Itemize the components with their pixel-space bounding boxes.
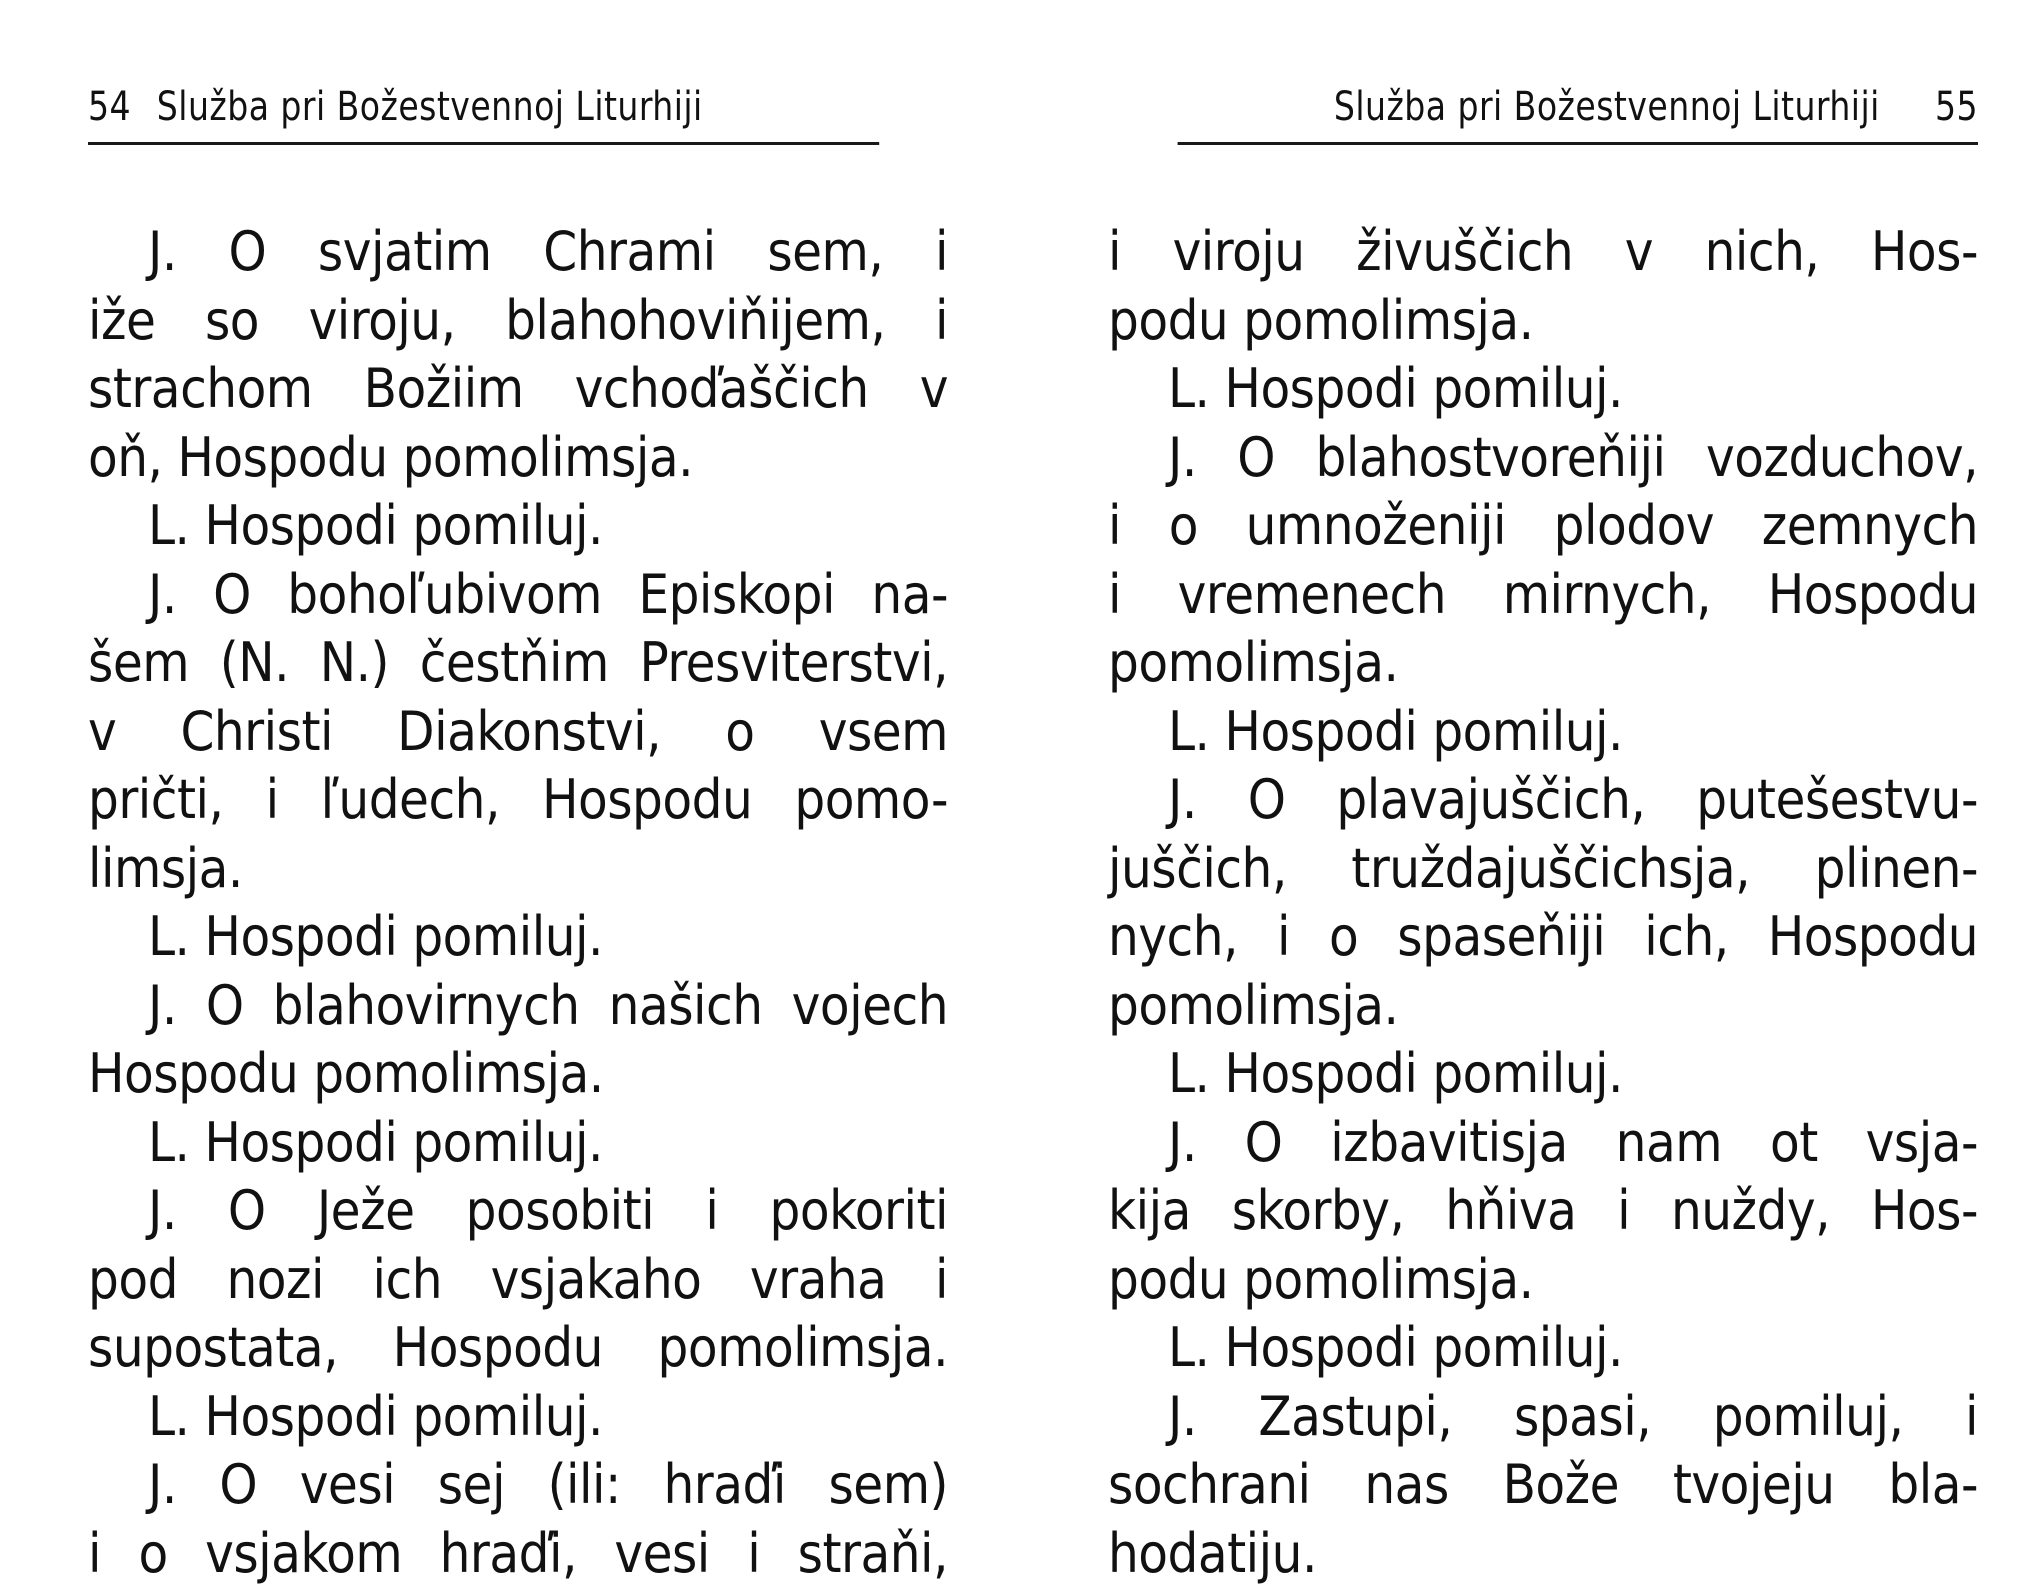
page-number: 55 <box>1935 72 1978 142</box>
text-line: L. Hospodi pomiluj. <box>1108 1314 1978 1383</box>
text-line: supostata, Hospodu pomolimsja. <box>88 1314 948 1383</box>
left-page-header <box>88 72 879 145</box>
text-line: kija skorby, hňiva i nuždy, Hos- <box>1108 1177 1978 1246</box>
text-line: pomolimsja. <box>1108 972 1978 1041</box>
text-line: juščich, truždajuščichsja, plinen- <box>1108 835 1978 904</box>
text-line: J. O blahostvoreňiji vozduchov, <box>1108 424 1978 493</box>
text-line: podu pomolimsja. <box>1108 287 1978 356</box>
left-page <box>88 0 948 1500</box>
text-line: L. Hospodi pomiluj. <box>88 1109 948 1178</box>
text-line: J. O svjatim Chrami sem, i <box>88 218 948 287</box>
text-line: L. Hospodi pomiluj. <box>88 1383 948 1452</box>
text-line: pod nozi ich vsjakaho vraha i <box>88 1246 948 1315</box>
text-line: J. O izbavitisja nam ot vsja- <box>1108 1109 1978 1178</box>
text-line: strachom Božiim vchoďaščich v <box>88 355 948 424</box>
page-number: 54 <box>88 72 131 142</box>
right-page <box>1108 0 1978 1500</box>
text-line: L. Hospodi pomiluj. <box>1108 355 1978 424</box>
text-line: sochrani nas Bože tvojeju bla- <box>1108 1451 1978 1520</box>
right-page-text <box>1108 218 1978 1588</box>
left-page-text <box>88 218 948 1588</box>
running-title: Služba pri Božestvennoj Liturhiji <box>157 84 703 130</box>
text-line: i o vsjakom hraďi, vesi i straňi, <box>88 1520 948 1588</box>
text-line: pričti, i ľudech, Hospodu pomo- <box>88 766 948 835</box>
text-line: J. Zastupi, spasi, pomiluj, i <box>1108 1383 1978 1452</box>
text-line: v Christi Diakonstvi, o vsem <box>88 698 948 767</box>
text-line: pomolimsja. <box>1108 629 1978 698</box>
right-page-header <box>1178 72 1978 145</box>
text-line: i vremenech mirnych, Hospodu <box>1108 561 1978 630</box>
text-line: i o umnoženiji plodov zemnych <box>1108 492 1978 561</box>
text-line: oň, Hospodu pomolimsja. <box>88 424 948 493</box>
text-line: J. O bohoľubivom Episkopi na- <box>88 561 948 630</box>
text-line: šem (N. N.) čestňim Presviterstvi, <box>88 629 948 698</box>
text-line: iže so viroju, blahohoviňijem, i <box>88 287 948 356</box>
text-line: podu pomolimsja. <box>1108 1246 1978 1315</box>
text-line: hodatiju. <box>1108 1520 1978 1588</box>
text-line: limsja. <box>88 835 948 904</box>
text-line: J. O plavajuščich, putešestvu- <box>1108 766 1978 835</box>
running-title: Služba pri Božestvennoj Liturhiji <box>1334 84 1880 130</box>
text-line: L. Hospodi pomiluj. <box>1108 1040 1978 1109</box>
text-line: L. Hospodi pomiluj. <box>88 492 948 561</box>
text-line: J. O blahovirnych našich vojech <box>88 972 948 1041</box>
text-line: J. O vesi sej (ili: hraďi sem) <box>88 1451 948 1520</box>
text-line: i viroju živuščich v nich, Hos- <box>1108 218 1978 287</box>
text-line: Hospodu pomolimsja. <box>88 1040 948 1109</box>
text-line: J. O Ježe posobiti i pokoriti <box>88 1177 948 1246</box>
text-line: nych, i o spaseňiji ich, Hospodu <box>1108 903 1978 972</box>
text-line: L. Hospodi pomiluj. <box>1108 698 1978 767</box>
text-line: L. Hospodi pomiluj. <box>88 903 948 972</box>
